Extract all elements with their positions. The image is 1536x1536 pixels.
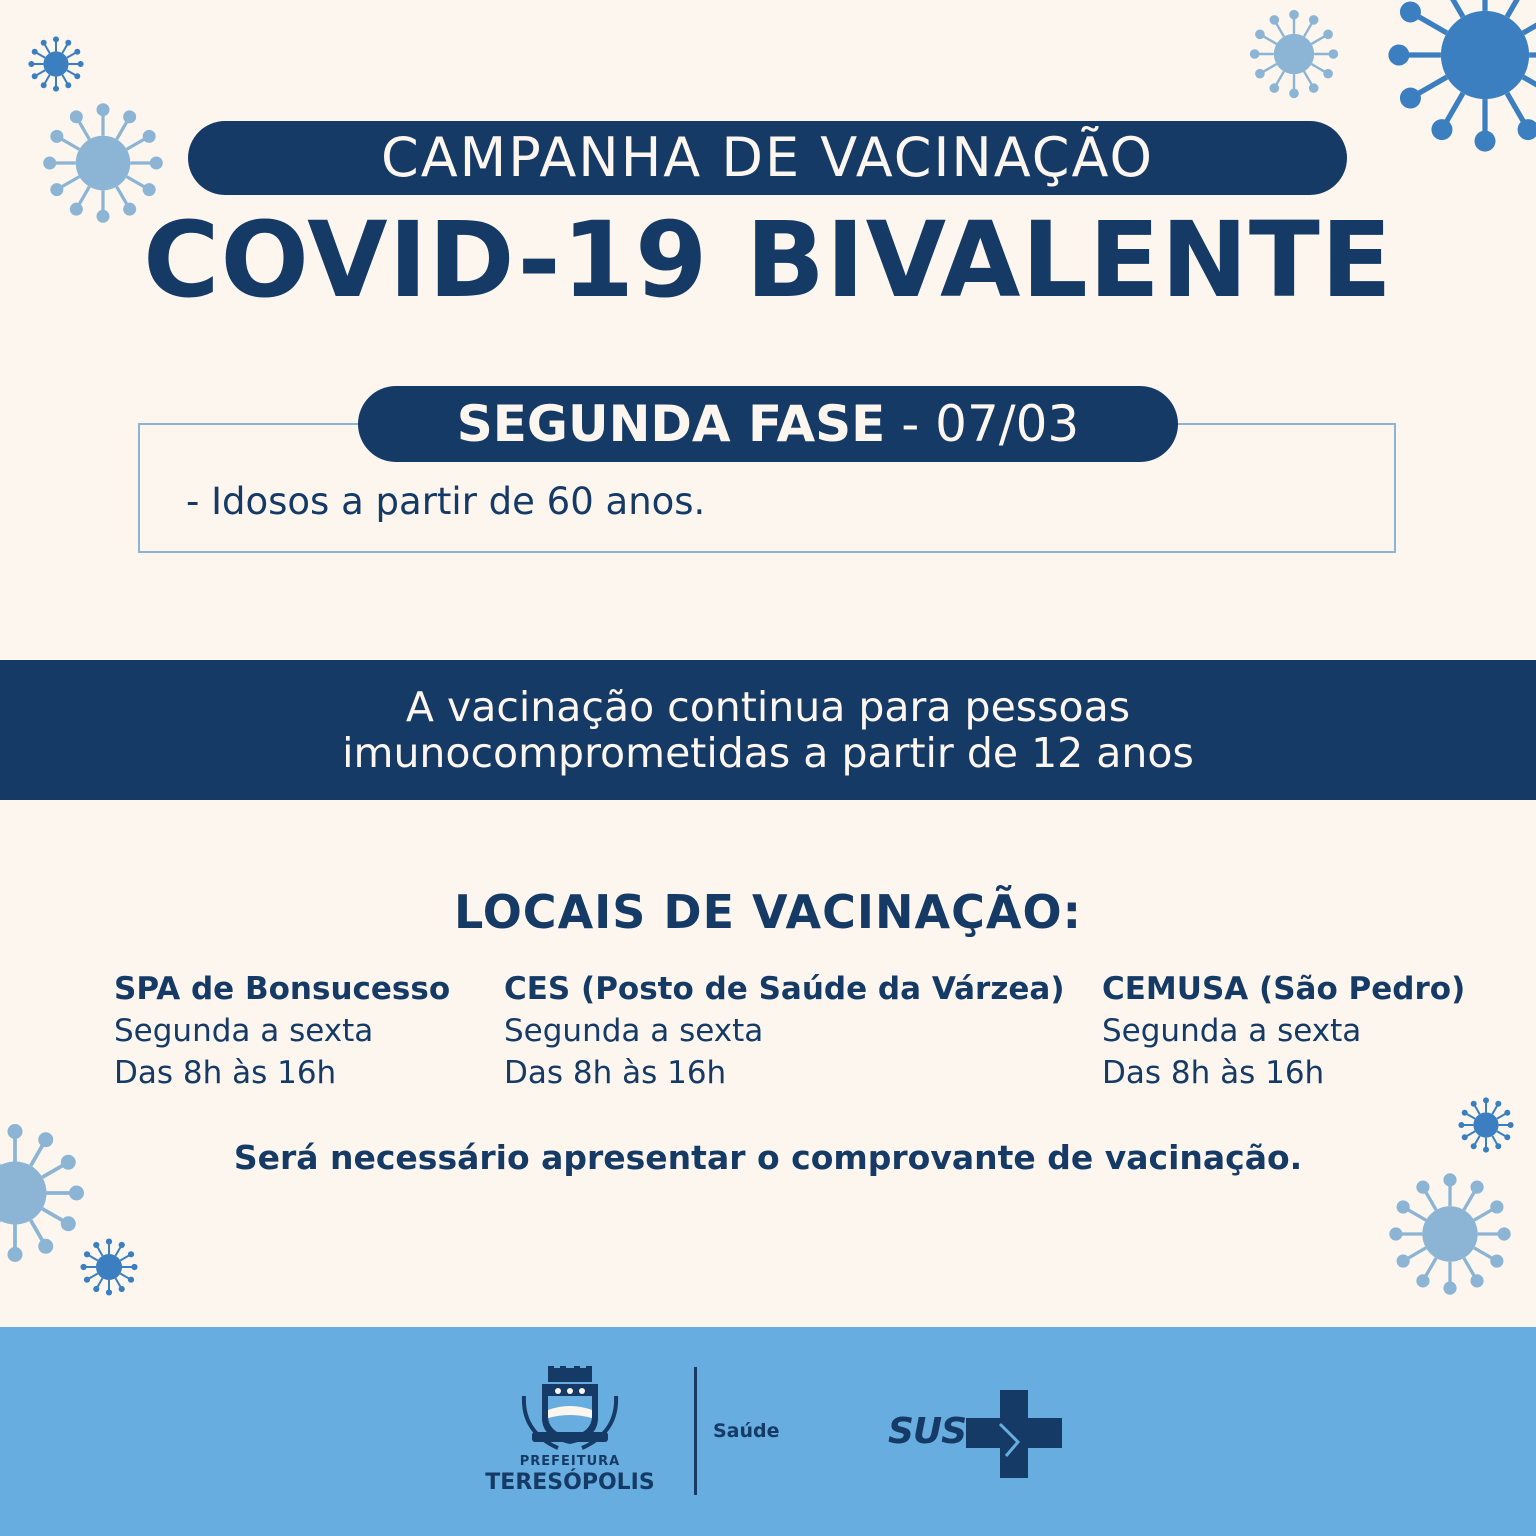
sus-cross-icon [966,1390,1062,1478]
location-name: SPA de Bonsucesso [114,971,451,1007]
location-name: CES (Posto de Saúde da Várzea) [504,971,1065,1007]
location-item [114,968,450,1094]
continuation-band [0,660,1536,800]
band-line-1: A vacinação continua para pessoas [405,683,1131,731]
coat-of-arms-icon [518,1366,622,1452]
location-item [1102,968,1465,1094]
page-title: COVID-19 BIVALENTE [143,199,1393,321]
prefeitura-name: TERESÓPOLIS [485,1470,655,1495]
campaign-label: CAMPANHA DE VACINAÇÃO [381,126,1154,189]
phase-banner [358,386,1178,462]
location-days: Segunda a sexta [504,1013,764,1049]
footer-divider [694,1367,697,1495]
location-name: CEMUSA (São Pedro) [1102,971,1466,1007]
location-item [504,968,1064,1094]
band-line-2: imunocomprometidas a partir de 12 anos [342,729,1194,777]
virus-icon [26,34,86,94]
virus-icon [1380,0,1536,160]
virus-icon [78,1236,140,1298]
locations-title: LOCAIS DE VACINAÇÃO: [454,885,1082,939]
phase-date: - 07/03 [885,395,1080,453]
location-hours: Das 8h às 16h [504,1055,727,1091]
saude-label: Saúde [713,1420,780,1442]
virus-icon [1384,1168,1516,1300]
virus-icon [1246,6,1342,102]
location-hours: Das 8h às 16h [1102,1055,1325,1091]
requirement-note: Será necessário apresentar o comprovante de vacinação. [233,1138,1303,1177]
location-days: Segunda a sexta [1102,1013,1362,1049]
prefeitura-label: PREFEITURA [519,1454,621,1469]
location-days: Segunda a sexta [114,1013,374,1049]
campaign-banner [188,121,1347,195]
location-hours: Das 8h às 16h [114,1055,337,1091]
phase-eligibility: - Idosos a partir de 60 anos. [186,480,706,523]
phase-name: SEGUNDA FASE [456,395,886,453]
sus-logo-text: SUS [888,1411,967,1452]
